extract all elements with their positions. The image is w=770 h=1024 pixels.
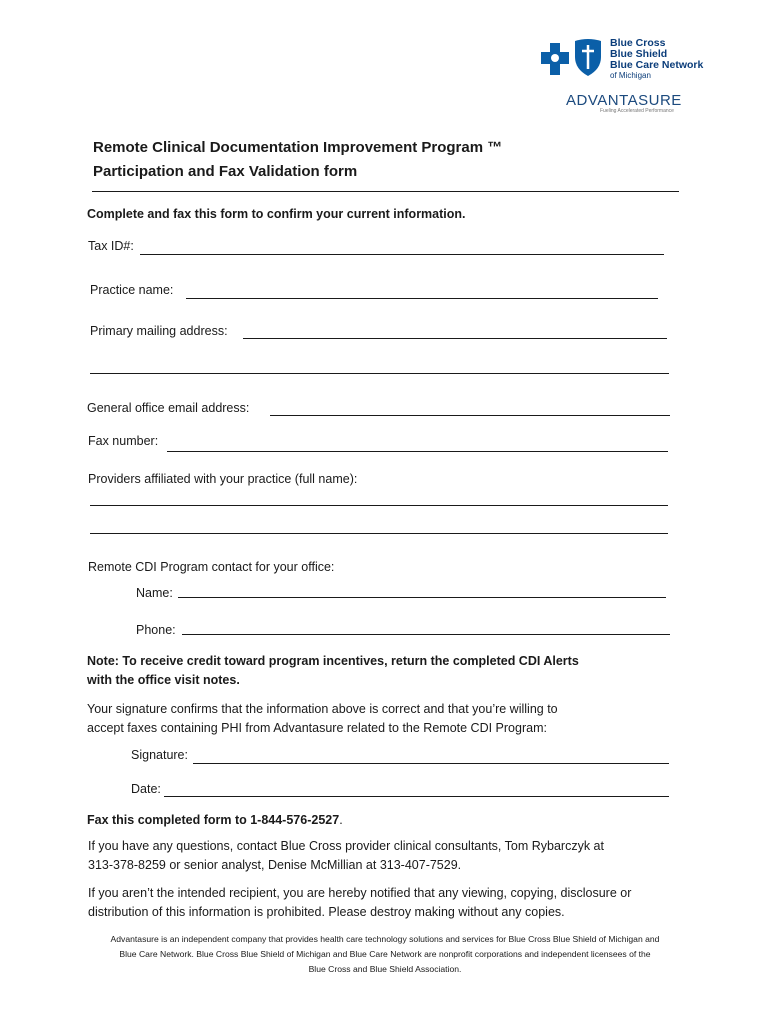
bcbs-logo: [540, 37, 720, 79]
practice-name-label: Practice name:: [90, 283, 174, 297]
footer-line-3: Blue Cross and Blue Shield Association.: [308, 964, 462, 974]
signature-label: Signature:: [131, 748, 188, 762]
providers-field-1[interactable]: [90, 505, 668, 506]
fax-instruction-bold: Fax this completed form to 1-844-576-2527: [87, 813, 340, 827]
disclaimer-line-2: distribution of this information is prohibited. Please destroy making without any copies.: [88, 905, 565, 919]
page-subtitle: Participation and Fax Validation form: [93, 163, 358, 180]
fax-instruction-end: .: [339, 813, 343, 827]
consent-line-2: accept faxes containing PHI from Advantasure related to the Remote CDI Program:: [87, 721, 547, 735]
blue-shield-icon: [573, 37, 603, 77]
footer-line-2: Blue Care Network. Blue Cross Blue Shield of Michigan and Blue Care Network are nonprofit corporations and independent licensees of the: [119, 949, 651, 959]
bcbs-name-line4: of Michigan: [610, 71, 651, 80]
mailing-address-field[interactable]: [243, 338, 667, 339]
footer-line-1: Advantasure is an independent company that provides health care technology solutions and services for Blue Cross Blue Shield of Michigan and: [110, 934, 660, 944]
title-divider: [92, 191, 679, 192]
note-line-1: Note: To receive credit toward program incentives, return the completed CDI Alerts: [87, 654, 579, 668]
advantasure-wordmark: ADVANTASURE: [566, 92, 682, 109]
advantasure-logo: [566, 92, 686, 116]
practice-name-field[interactable]: [186, 298, 658, 299]
footer: [0, 932, 770, 977]
contact-heading: Remote CDI Program contact for your office:: [88, 560, 335, 574]
fax-instruction: [87, 813, 343, 827]
bcbs-name-line3: Blue Care Network: [610, 59, 704, 71]
disclaimer-line-1: If you aren’t the intended recipient, you are hereby notified that any viewing, copying, disclosure or: [88, 886, 632, 900]
tax-id-field[interactable]: [140, 254, 664, 255]
tax-id-label: Tax ID#:: [88, 239, 134, 253]
contact-phone-field[interactable]: [182, 634, 670, 635]
consent-line-1: Your signature confirms that the information above is correct and that you’re willing to: [87, 702, 558, 716]
providers-label: Providers affiliated with your practice (full name):: [88, 472, 358, 486]
bcbs-name-line1: Blue Cross: [610, 37, 666, 49]
advantasure-tagline: Fueling Accelerated Performance: [600, 108, 674, 114]
fax-number-field[interactable]: [167, 451, 668, 452]
signature-field[interactable]: [193, 763, 669, 764]
providers-field-2[interactable]: [90, 533, 668, 534]
note-line-2: with the office visit notes.: [87, 673, 240, 687]
fax-number-label: Fax number:: [88, 434, 159, 448]
questions-line-2: 313-378-8259 or senior analyst, Denise McMillian at 313-407-7529.: [88, 858, 462, 872]
contact-name-field[interactable]: [178, 597, 666, 598]
intro-text: Complete and fax this form to confirm your current information.: [87, 207, 466, 221]
email-label: General office email address:: [87, 401, 250, 415]
blue-cross-icon: [540, 41, 570, 77]
email-field[interactable]: [270, 415, 670, 416]
bcbs-name-line2: Blue Shield: [610, 48, 668, 60]
contact-phone-label: Phone:: [136, 623, 176, 637]
mailing-address-field-2[interactable]: [90, 373, 669, 374]
mailing-address-label: Primary mailing address:: [90, 324, 228, 338]
contact-name-label: Name:: [136, 586, 173, 600]
date-label: Date:: [131, 782, 161, 796]
questions-line-1: If you have any questions, contact Blue Cross provider clinical consultants, Tom Rybarczyk at: [88, 839, 604, 853]
date-field[interactable]: [164, 796, 669, 797]
page-title: Remote Clinical Documentation Improvement Program ™: [93, 139, 503, 156]
